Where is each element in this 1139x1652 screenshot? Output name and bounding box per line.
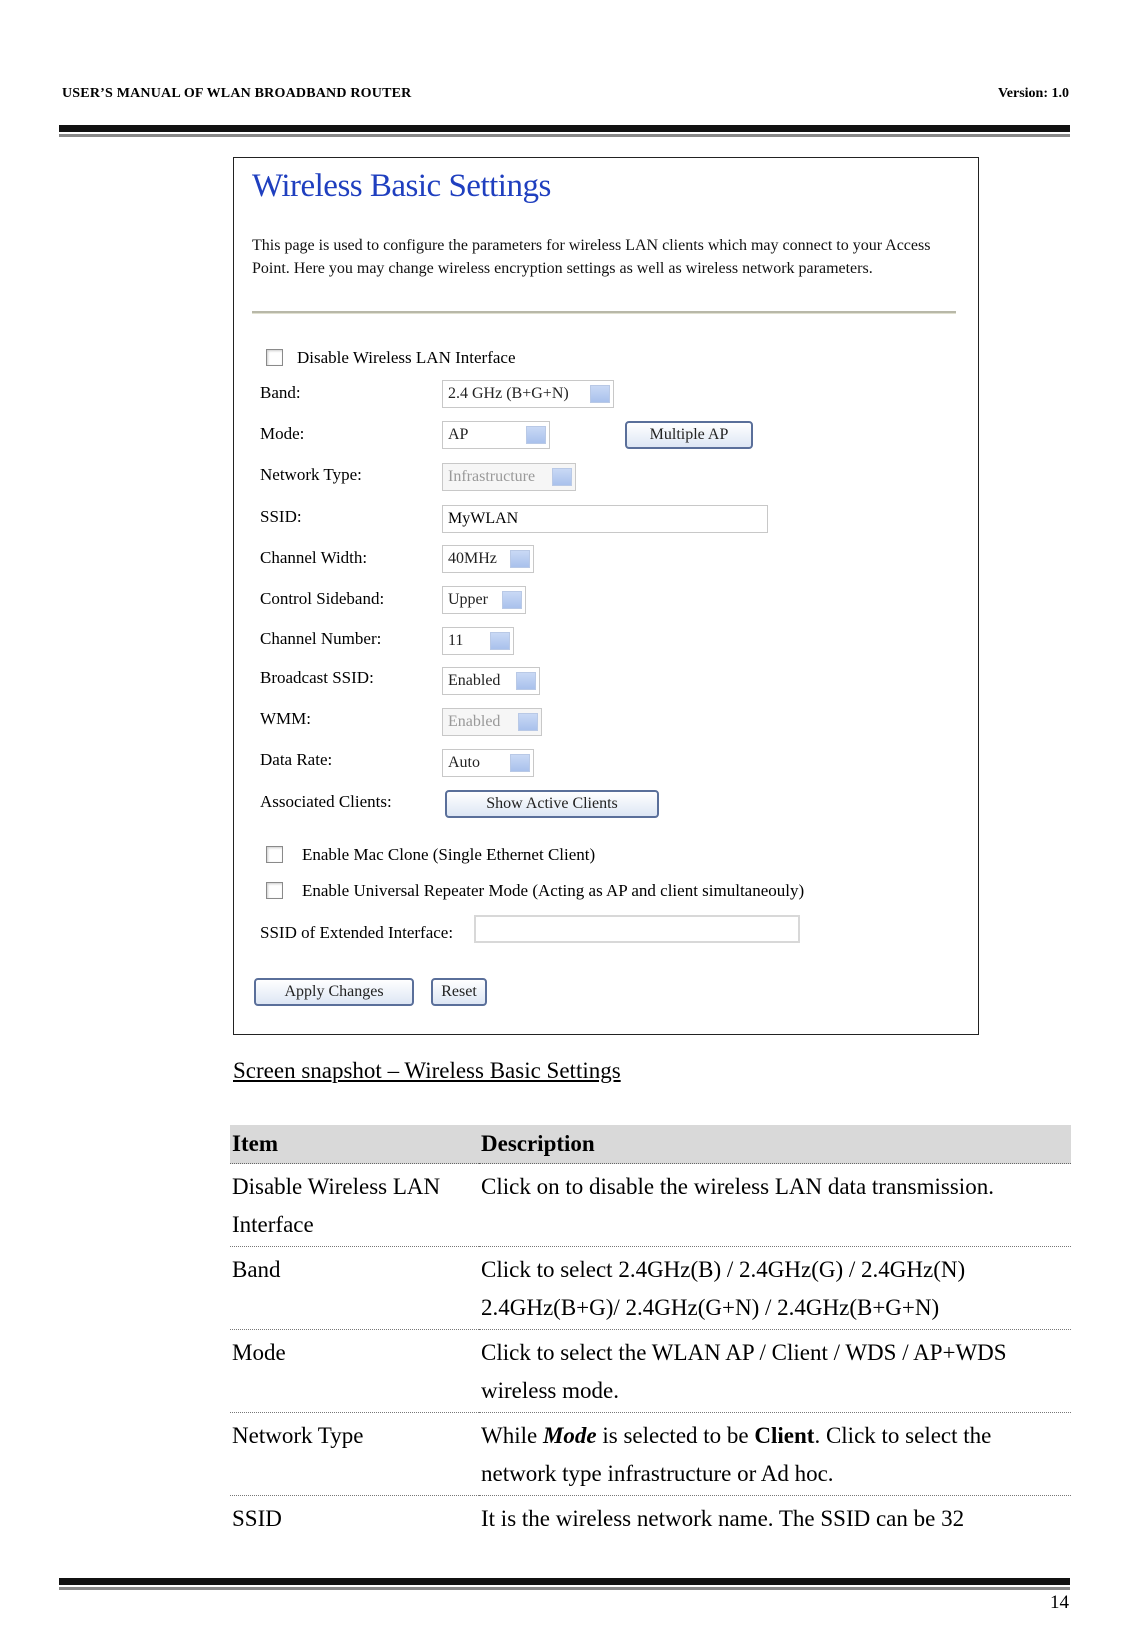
- control-sideband-label: Control Sideband:: [260, 589, 385, 608]
- header-rule: [59, 125, 1070, 137]
- table-row: [230, 1496, 1071, 1541]
- repeater-label: Enable Universal Repeater Mode (Acting as AP and client simultaneouly): [302, 881, 805, 900]
- multiple-ap-button[interactable]: Multiple AP: [625, 421, 753, 449]
- chevron-down-icon: [516, 672, 536, 690]
- table-row: [230, 1247, 1071, 1330]
- description-cell: It is the wireless network name. The SSID can be 32: [481, 1506, 965, 1531]
- desc-post: . Click to select the network type infrastructure or Ad hoc.: [481, 1423, 992, 1486]
- screenshot-description: This page is used to configure the parameters for wireless LAN clients which may connect to your Access Point. Here you may change wireless encryption settings as well as wireless network parameters.: [252, 237, 931, 277]
- broadcast-ssid-value: Enabled: [448, 672, 501, 689]
- table-row: [230, 1164, 1071, 1247]
- column-header-item: Item: [230, 1125, 479, 1164]
- desc-pre: While: [481, 1423, 543, 1448]
- wmm-value: Enabled: [448, 713, 501, 730]
- chevron-down-icon: [502, 591, 522, 609]
- channel-width-label: Channel Width:: [260, 548, 368, 567]
- item-cell: Disable Wireless LAN Interface: [230, 1164, 479, 1247]
- ext-ssid-label: SSID of Extended Interface:: [260, 923, 454, 942]
- channel-number-value: 11: [448, 632, 464, 649]
- column-header-description: Description: [479, 1125, 1071, 1164]
- mode-label: Mode:: [260, 424, 305, 443]
- chevron-down-icon: [510, 550, 530, 568]
- ssid-input[interactable]: MyWLAN: [442, 505, 768, 533]
- ssid-label: SSID:: [260, 507, 302, 526]
- table-row: [230, 1330, 1071, 1413]
- show-active-clients-button[interactable]: Show Active Clients: [445, 790, 659, 818]
- table-header-row: [230, 1125, 1071, 1164]
- mode-value: AP: [448, 426, 469, 443]
- table-row: [230, 1413, 1071, 1496]
- channel-number-label: Channel Number:: [260, 629, 382, 648]
- repeater-checkbox[interactable]: [266, 882, 283, 899]
- chevron-down-icon: [590, 385, 610, 403]
- footer-rule: [59, 1578, 1070, 1590]
- desc-mid: is selected to be: [596, 1423, 755, 1448]
- network-type-select[interactable]: [442, 463, 576, 491]
- network-type-value: Infrastructure: [448, 468, 536, 485]
- chevron-down-icon: [510, 754, 530, 772]
- item-description-table: [230, 1125, 1071, 1540]
- screenshot-title: Wireless Basic Settings: [252, 168, 551, 204]
- wmm-select[interactable]: [442, 708, 542, 736]
- item-cell: Band: [230, 1247, 479, 1330]
- wmm-label: WMM:: [260, 709, 311, 728]
- mode-select[interactable]: [442, 421, 550, 449]
- description-cell: [479, 1413, 1071, 1496]
- screenshot-divider: [252, 311, 956, 314]
- channel-width-value: 40MHz: [448, 550, 497, 567]
- description-cell: Click to select the WLAN AP / Client / WDS / AP+WDS wireless mode.: [479, 1330, 1071, 1413]
- item-cell: Network Type: [230, 1413, 479, 1496]
- band-value: 2.4 GHz (B+G+N): [448, 385, 569, 402]
- ext-ssid-input[interactable]: [474, 915, 800, 943]
- disable-wlan-label: Disable Wireless LAN Interface: [297, 348, 516, 367]
- header-version: Version: 1.0: [997, 86, 1069, 101]
- page-number: 14: [1050, 1592, 1069, 1613]
- reset-button[interactable]: Reset: [431, 978, 487, 1006]
- figure-caption: Screen snapshot – Wireless Basic Settings: [233, 1058, 621, 1083]
- channel-number-select[interactable]: [442, 627, 514, 655]
- mac-clone-label: Enable Mac Clone (Single Ethernet Client): [302, 845, 596, 864]
- chevron-down-icon: [518, 713, 538, 731]
- chevron-down-icon: [526, 426, 546, 444]
- header-title: USER’S MANUAL OF WLAN BROADBAND ROUTER: [62, 86, 412, 101]
- apply-changes-button[interactable]: Apply Changes: [254, 978, 414, 1006]
- broadcast-ssid-select[interactable]: [442, 667, 540, 695]
- description-cell: Click on to disable the wireless LAN data transmission.: [479, 1164, 1071, 1247]
- screenshot-panel: [233, 157, 979, 1035]
- description-cell: Click to select 2.4GHz(B) / 2.4GHz(G) / 2.4GHz(N) 2.4GHz(B+G)/ 2.4GHz(G+N) / 2.4GHz(B+G+N): [479, 1247, 1071, 1330]
- channel-width-select[interactable]: [442, 545, 534, 573]
- disable-wlan-checkbox[interactable]: [266, 349, 283, 366]
- data-rate-select[interactable]: [442, 749, 534, 777]
- data-rate-value: Auto: [448, 754, 480, 771]
- control-sideband-select[interactable]: [442, 586, 526, 614]
- data-rate-label: Data Rate:: [260, 750, 333, 769]
- desc-strong: Client: [754, 1423, 815, 1448]
- band-select[interactable]: [442, 380, 614, 408]
- associated-clients-label: Associated Clients:: [260, 792, 392, 811]
- item-cell: SSID: [232, 1506, 282, 1531]
- band-label: Band:: [260, 383, 301, 402]
- desc-em: Mode: [542, 1423, 597, 1448]
- chevron-down-icon: [490, 632, 510, 650]
- chevron-down-icon: [552, 468, 572, 486]
- broadcast-ssid-label: Broadcast SSID:: [260, 668, 374, 687]
- control-sideband-value: Upper: [448, 591, 488, 608]
- mac-clone-checkbox[interactable]: [266, 846, 283, 863]
- item-cell: Mode: [230, 1330, 479, 1413]
- network-type-label: Network Type:: [260, 465, 362, 484]
